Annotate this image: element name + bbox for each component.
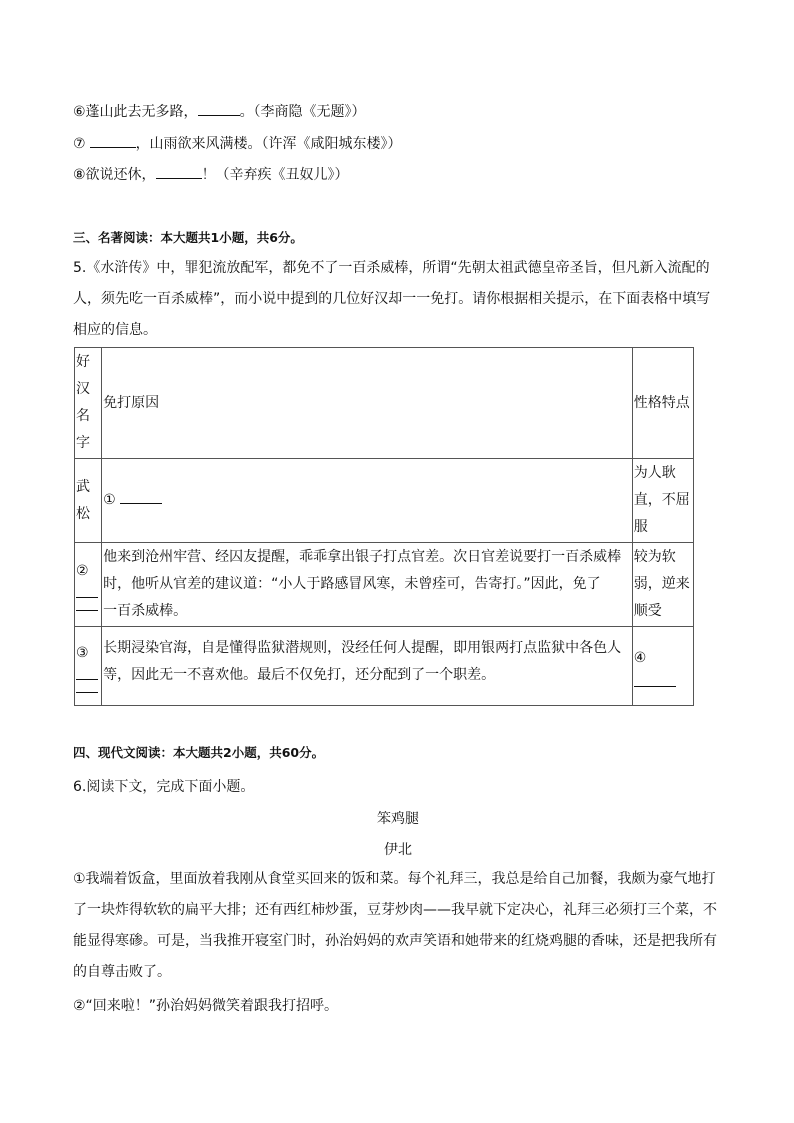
row3-name-cell: ③	[75, 627, 102, 706]
row1-reason-cell: ①	[102, 459, 633, 543]
table-row	[75, 627, 694, 706]
table-row	[75, 543, 694, 627]
answer-blank[interactable]	[76, 680, 98, 693]
section-3-title: 三、名著阅读：本大题共1小题，共6分。	[73, 230, 303, 245]
hero-table	[74, 347, 694, 706]
article-title: 笨鸡腿	[377, 811, 419, 827]
poem-line-6: ⑥蓬山此去无多路， 。（李商隐《无题》）	[73, 101, 366, 122]
question-6-intro: 6.阅读下文，完成下面小题。	[73, 779, 255, 795]
row3-trait-cell: ④	[632, 627, 693, 706]
answer-blank[interactable]	[76, 585, 98, 598]
article-paragraph-1: ①我端着饭盒，里面放着我刚从食堂买回来的饭和菜。每个礼拜三，我总是给自己加餐，我颇为豪气地打 了一块炸得软软的扁平大排；还有西红柿炒蛋，豆芽炒肉——我早就下定决心，礼拜三必须打三个菜，不 能显得寒碜。可是，当我推开寝室门时，孙治妈妈的欢声笑语和她带来的红烧鸡腿的香味，还是把我所有 的自尊击败了。	[73, 871, 717, 980]
row2-reason-cell: 他来到沧州牢营、经囚友提醒，乖乖拿出银子打点官差。次日官差说要打一百杀威棒 时，他听从官差的建议道：“小人于路感冒风寒，未曾痊可，告寄打。”因此，免了 一百杀威棒。	[102, 543, 633, 627]
header-name-cell: 好 汉 名 字	[75, 348, 102, 459]
answer-blank[interactable]	[76, 598, 98, 611]
poem-line-7: ⑦ ，山雨欲来风满楼。（许浑《咸阳城东楼》）	[73, 133, 402, 154]
row1-name-cell: 武 松	[75, 459, 102, 543]
section-4-title: 四、现代文阅读：本大题共2小题，共60分。	[73, 745, 325, 760]
row2-trait-cell: 较为软 弱，逆来 顺受	[632, 543, 693, 627]
row3-reason-cell: 长期浸染官海，自是懂得监狱潜规则，没经任何人提醒，即用银两打点监狱中各色人 等，因此无一不喜欢他。最后不仅免打，还分配到了一个职差。	[102, 627, 633, 706]
answer-blank[interactable]	[634, 672, 676, 687]
header-trait-cell: 性格特点	[632, 348, 693, 459]
header-reason-cell: 免打原因	[102, 348, 633, 459]
row2-name-cell: ②	[75, 543, 102, 627]
answer-blank[interactable]	[76, 667, 98, 680]
answer-blank[interactable]	[120, 489, 162, 504]
table-row	[75, 459, 694, 543]
poem-line-8: ⑧欲说还休， ！（辛弃疾《丑奴儿》）	[73, 164, 349, 185]
article-author: 伊北	[384, 842, 412, 858]
answer-blank[interactable]	[198, 101, 240, 116]
row1-trait-cell: 为人耿 直，不屈 服	[632, 459, 693, 543]
question-5-text: 5.《水浒传》中，罪犯流放配军，都免不了一百杀威棒，所谓“先朝太祖武德皇帝圣旨，但凡新入流配的 人，须先吃一百杀威棒”，而小说中提到的几位好汉却一一免打。请你根据相关提示，在下面表格中填写 相应的信息。	[73, 260, 711, 338]
answer-blank[interactable]	[156, 164, 202, 179]
answer-blank[interactable]	[90, 133, 136, 148]
table-header-row	[75, 348, 694, 459]
article-paragraph-2: ②“回来啦！”孙治妈妈微笑着跟我打招呼。	[73, 998, 339, 1014]
